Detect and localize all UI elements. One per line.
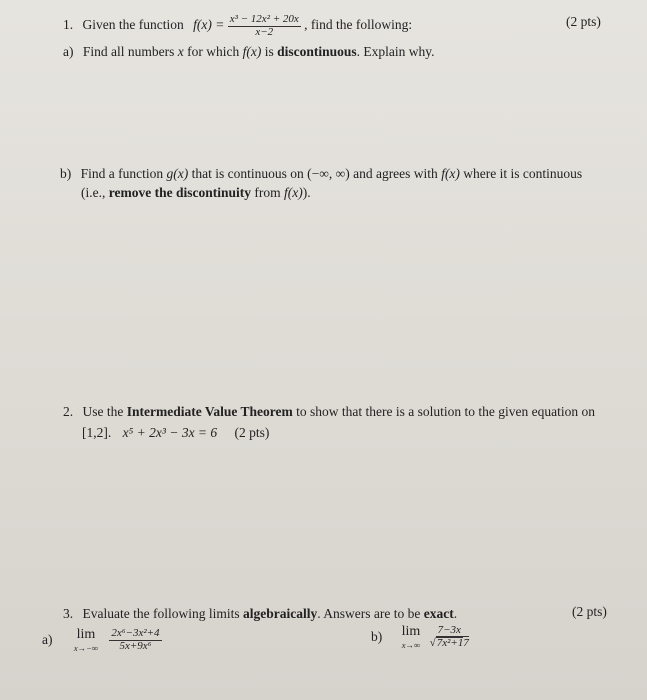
- q3b-radicand: 7x²+17: [436, 636, 469, 649]
- q2-post: to show that there is a solution to the given equation on: [296, 404, 595, 419]
- q1a-label: a): [63, 44, 74, 59]
- q1b-post: where it is continuous: [463, 166, 583, 181]
- q2-points: (2 pts): [234, 425, 270, 440]
- q1-part-b-line2: [81, 185, 311, 201]
- q1a-text-mid: for which: [187, 44, 240, 59]
- q2-interval: [1,2].: [82, 425, 112, 440]
- q3b-numerator: 7−3x: [437, 624, 461, 637]
- q1-func: f(x) =: [193, 17, 225, 33]
- q1b-line2-post: ).: [302, 185, 311, 200]
- q1a-is: is: [264, 44, 274, 59]
- q3-post: .: [453, 606, 458, 621]
- q3b-lim-word: lim: [401, 624, 421, 639]
- q1b-line2-bold: remove the discontinuity: [108, 185, 251, 200]
- q1-numerator: x³ − 12x² + 20x: [229, 13, 299, 25]
- q1-fraction: [228, 14, 301, 38]
- q3-part-a: [42, 628, 162, 653]
- q3-part-b: [371, 625, 471, 650]
- question-3-line: [63, 606, 457, 622]
- q3b-denominator: [428, 638, 471, 650]
- q1a-var: x: [177, 44, 184, 59]
- q3b-label: b): [371, 629, 383, 645]
- q1-part-a: [63, 44, 435, 60]
- q3a-label: a): [42, 632, 53, 648]
- q3a-lim-word: lim: [76, 627, 96, 642]
- question-2-line1: [63, 404, 595, 420]
- q1-part-b-line1: [60, 166, 582, 182]
- q2-number: 2.: [63, 404, 74, 419]
- q3-number: 3.: [63, 606, 74, 621]
- q3a-denominator: 5x+9x⁶: [119, 639, 152, 652]
- q3a-lim-sub: x→−∞: [73, 643, 98, 653]
- q1-intro: Given the function: [82, 17, 184, 33]
- q1a-fx: f(x): [242, 44, 262, 59]
- q3b-lim-sub: x→∞: [401, 640, 421, 650]
- q1-points: (2 pts): [566, 14, 601, 29]
- q1b-mid: that is continuous on (−∞, ∞) and agrees with: [191, 166, 438, 181]
- q1b-label: b): [60, 166, 72, 181]
- q2-equation: x⁵ + 2x³ − 3x = 6: [122, 425, 218, 440]
- q3b-limit: [402, 625, 421, 650]
- q3a-numerator: 2x⁶−3x²+4: [111, 627, 160, 640]
- q1b-pre: Find a function: [80, 166, 164, 181]
- q1-number: 1.: [63, 17, 74, 33]
- q1a-bold: discontinuous: [277, 44, 357, 59]
- q3-pre: Evaluate the following limits: [82, 606, 240, 621]
- q3a-limit: [74, 628, 98, 653]
- q1a-text-post: . Explain why.: [356, 44, 435, 59]
- question-2-line2: [82, 425, 269, 441]
- q3a-fraction: [109, 628, 161, 652]
- q3-mid: . Answers are to be: [317, 606, 421, 621]
- q1b-line2-pre: (i.e.,: [81, 185, 106, 200]
- q1b-fx: f(x): [441, 166, 460, 181]
- q3-bold2: exact: [423, 606, 454, 621]
- q1b-gx: g(x): [166, 166, 189, 181]
- q3b-root-sign: √: [429, 636, 436, 649]
- q2-bold: Intermediate Value Theorem: [126, 404, 293, 419]
- q1a-text-pre: Find all numbers: [82, 44, 175, 59]
- question-1-line: [63, 14, 412, 38]
- q1b-line2-fx: f(x): [284, 185, 303, 200]
- q3b-fraction: [428, 625, 471, 649]
- q2-pre: Use the: [82, 404, 124, 419]
- q3-bold1: algebraically: [242, 606, 318, 621]
- q3-points: (2 pts): [572, 604, 607, 619]
- q1-after: , find the following:: [304, 17, 413, 33]
- q1b-line2-mid: from: [254, 185, 281, 200]
- q1-denominator: x−2: [255, 25, 274, 38]
